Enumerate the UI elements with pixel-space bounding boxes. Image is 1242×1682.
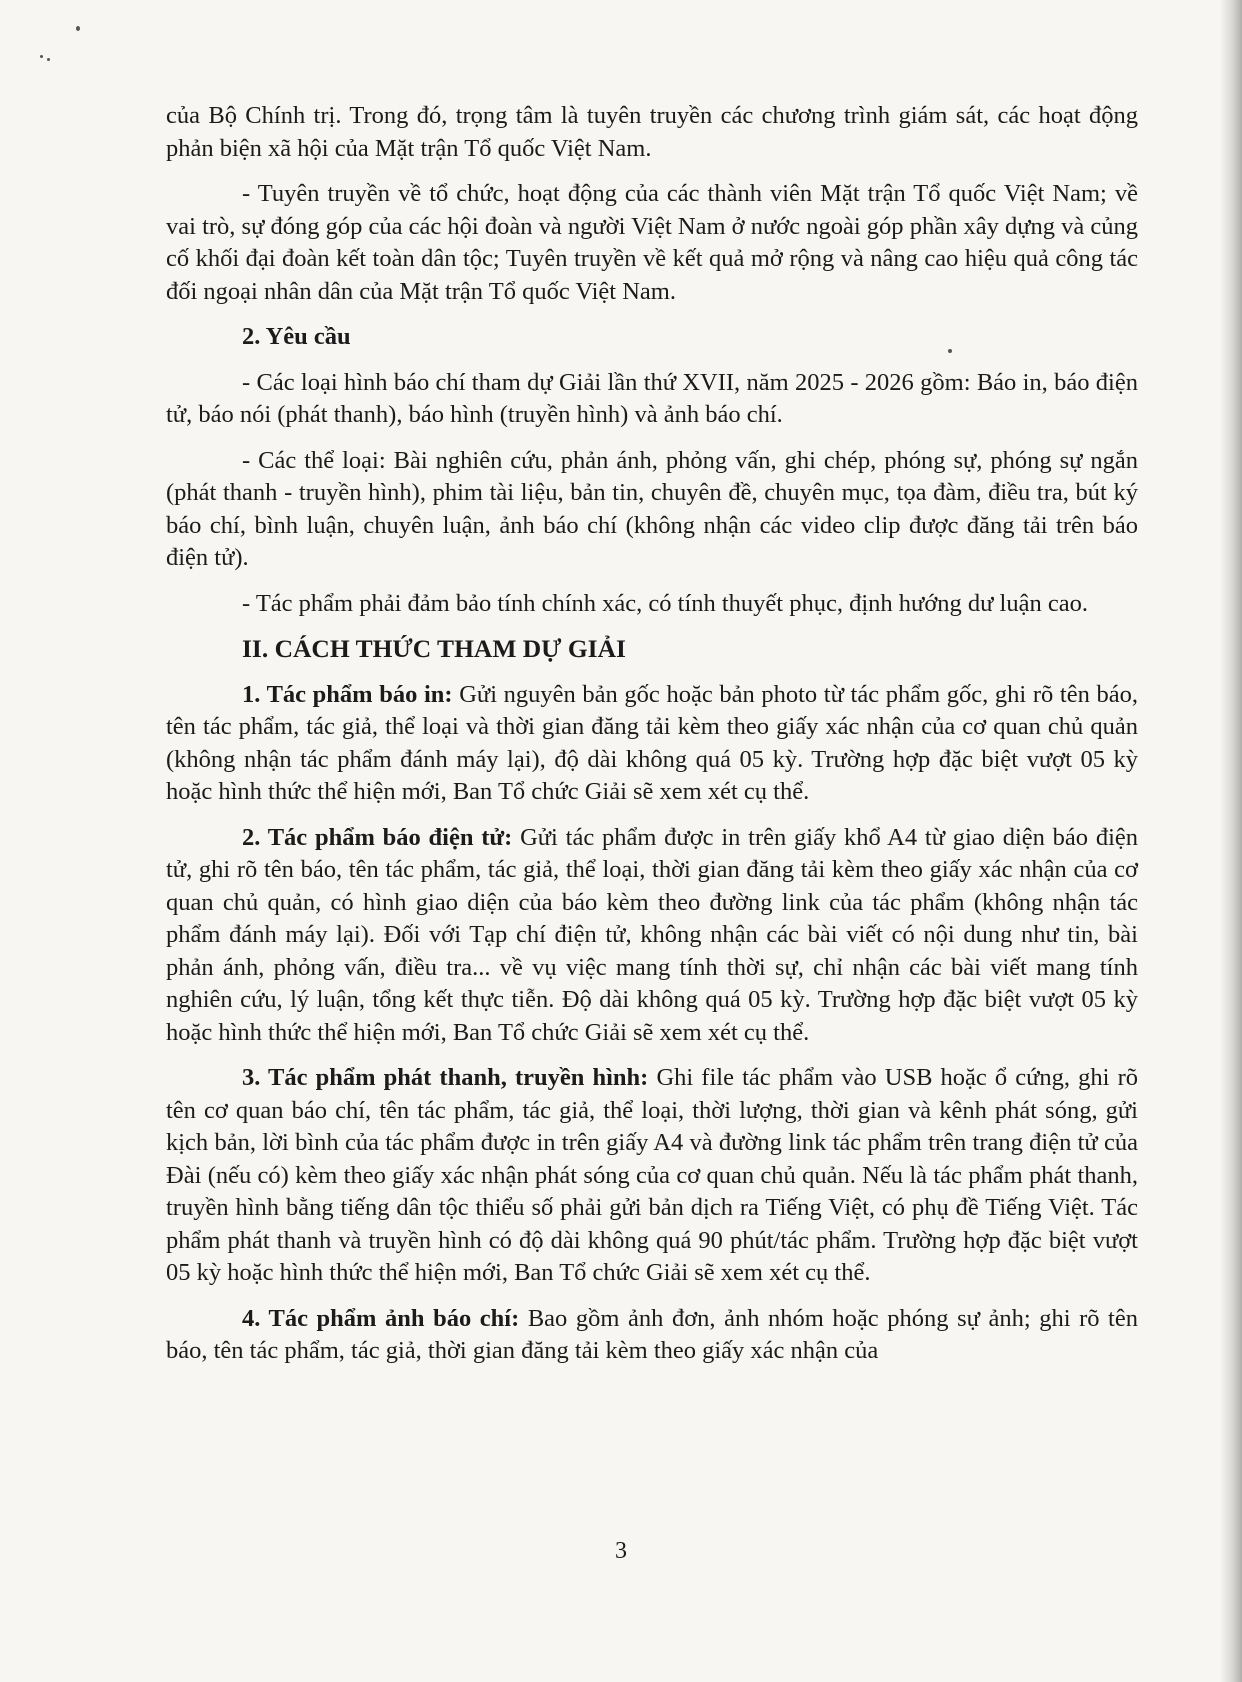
paragraph-text: - Tác phẩm phải đảm bảo tính chính xác, có tính thuyết phục, định hướng dư luận cao. [242,589,1088,617]
paragraph [166,367,1138,432]
paragraph-lead: 1. Tác phẩm báo in: [242,680,453,708]
paragraph [166,679,1138,809]
paragraph-text: - Các loại hình báo chí tham dự Giải lần thứ XVII, năm 2025 - 2026 gồm: Báo in, báo điện tử, báo nói (phát thanh), báo hình (truyền hình) và ảnh báo chí. [166,368,1138,428]
paragraph-text: - Các thể loại: Bài nghiên cứu, phản ánh, phỏng vấn, ghi chép, phóng sự, phóng sự ngắn (phát thanh - truyền hình), phim tài liệu, bản tin, chuyên đề, chuyên mục, tọa đàm, điều tra, bút ký báo chí, bình luận, chuyên luận, ảnh báo chí (không nhận các video clip được đăng tải trên báo điện tử). [166,446,1138,571]
paragraph-text: của Bộ Chính trị. Trong đó, trọng tâm là tuyên truyền các chương trình giám sát, các hoạt động phản biện xã hội của Mặt trận Tổ quốc Việt Nam. [166,102,1138,162]
paragraph [166,1303,1138,1368]
paragraph-text: - Tuyên truyền về tổ chức, hoạt động của các thành viên Mặt trận Tổ quốc Việt Nam; về vai trò, sự đóng góp của các hội đoàn và người Việt Nam ở nước ngoài góp phần xây dựng và củng cố khối đại đoàn kết toàn dân tộc; Tuyên truyền về kết quả mở rộng và nâng cao hiệu quả công tác đối ngoại nhân dân của Mặt trận Tổ quốc Việt Nam. [166,180,1138,305]
heading-text: II. CÁCH THỨC THAM DỰ GIẢI [242,634,626,663]
scan-speck [47,58,50,61]
section-heading [166,321,1138,354]
heading-text: 2. Yêu cầu [242,323,351,350]
scan-speck [76,26,80,31]
scan-edge-shadow [1220,0,1242,1682]
paragraph [166,445,1138,575]
page-number: 3 [615,1538,627,1564]
paragraph-lead: 4. Tác phẩm ảnh báo chí: [242,1304,520,1332]
paragraph-text: Gửi tác phẩm được in trên giấy khổ A4 từ giao diện báo điện tử, ghi rõ tên báo, tên tác phẩm, tác giả, thể loại, thời gian đăng tải kèm theo giấy xác nhận của cơ quan chủ quản, có hình giao diện của báo kèm theo đường link của tác phẩm (không nhận tác phẩm đánh máy lại). Đối với Tạp chí điện tử, không nhận các bài viết có nội dung như tin, bài phản ánh, phỏng vấn, điều tra... về vụ việc mang tính thời sự, chỉ nhận các bài viết mang tính nghiên cứu, lý luận, tổng kết thực tiễn. Độ dài không quá 05 kỳ. Trường hợp đặc biệt vượt 05 kỳ hoặc hình thức thể hiện mới, Ban Tổ chức Giải sẽ xem xét cụ thể. [166,823,1139,1046]
paragraph [166,1062,1138,1290]
document-body [166,100,1138,1368]
scan-speck [40,55,43,58]
paragraph-lead: 3. Tác phẩm phát thanh, truyền hình: [242,1064,649,1091]
paragraph [166,100,1138,165]
chapter-heading [166,633,1138,666]
paragraph [166,588,1138,621]
paragraph-text: Ghi file tác phẩm vào USB hoặc ổ cứng, ghi rõ tên cơ quan báo chí, tên tác phẩm, tác giả, thể loại, thời lượng, thời gian và kênh phát sóng, gửi kịch bản, lời bình của tác phẩm được in trên giấy A4 và đường link tác phẩm trên trang điện tử của Đài (nếu có) kèm theo giấy xác nhận phát sóng của cơ quan chủ quản. Nếu là tác phẩm phát thanh, truyền hình bằng tiếng dân tộc thiểu số phải gửi bản dịch ra Tiếng Việt, có phụ đề Tiếng Việt. Tác phẩm phát thanh và truyền hình có độ dài không quá 90 phút/tác phẩm. Trường hợp đặc biệt vượt 05 kỳ hoặc hình thức thể hiện mới, Ban Tổ chức Giải sẽ xem xét cụ thể. [166,1064,1138,1286]
paragraph-text: Gửi nguyên bản gốc hoặc bản photo từ tác phẩm gốc, ghi rõ tên báo, tên tác phẩm, tác giả, thể loại và thời gian đăng tải kèm theo giấy xác nhận của cơ quan chủ quản (không nhận tác phẩm đánh máy lại), độ dài không quá 05 kỳ. Trường hợp đặc biệt vượt 05 kỳ hoặc hình thức thể hiện mới, Ban Tổ chức Giải sẽ xem xét cụ thể. [166,680,1138,805]
paragraph [166,178,1138,308]
paragraph-text: Bao gồm ảnh đơn, ảnh nhóm hoặc phóng sự ảnh; ghi rõ tên báo, tên tác phẩm, tác giả, thời gian đăng tải kèm theo giấy xác nhận của [166,1304,1138,1364]
paragraph-lead: 2. Tác phẩm báo điện tử: [242,823,513,851]
paragraph [166,822,1138,1050]
